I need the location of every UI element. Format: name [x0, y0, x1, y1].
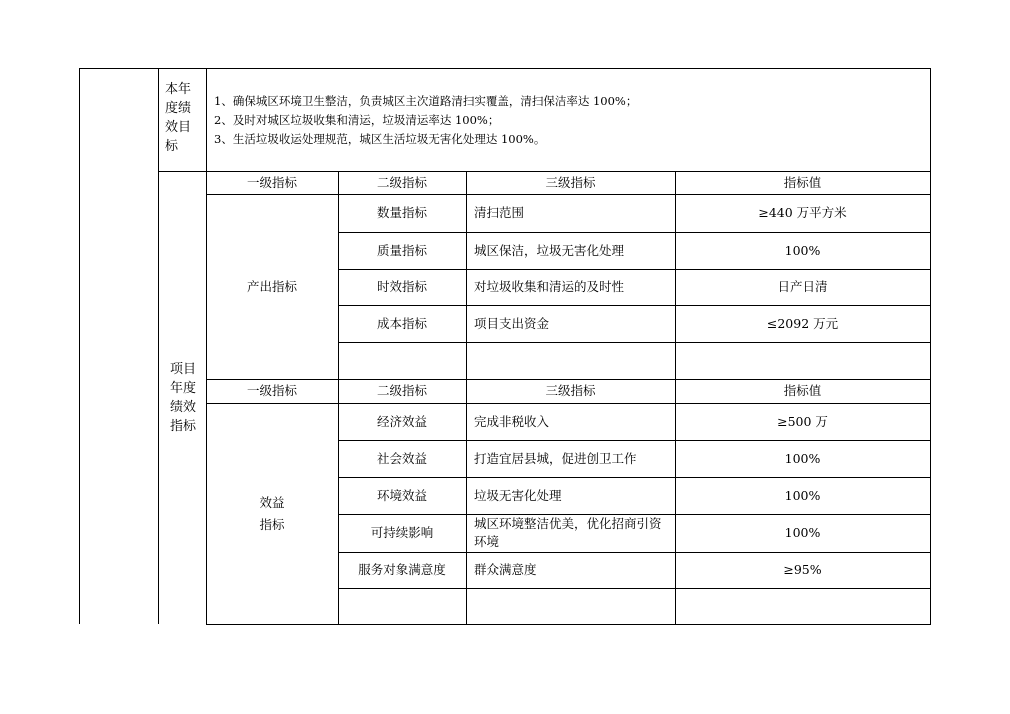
annual-goal-label-line: 度绩 — [165, 101, 192, 116]
header-value: 指标值 — [783, 174, 822, 190]
output-value: ≤2092 万元 — [766, 315, 839, 331]
benefit-value: 100% — [784, 450, 821, 466]
benefit-level2: 环境效益 — [376, 487, 427, 503]
benefit-level3: 垃圾无害化处理 — [474, 487, 562, 503]
benefit-level2: 可持续影响 — [370, 525, 434, 540]
annual-goal-label-line: 标 — [165, 139, 179, 154]
indicators-label-line: 绩效 — [170, 400, 197, 415]
annual-goal-label — [165, 80, 205, 156]
indicators-label-line: 指标 — [170, 419, 197, 434]
benefit-level2-empty — [338, 588, 466, 624]
benefit-level3-line: 环境 — [474, 534, 500, 549]
benefit-value: ≥500 万 — [777, 413, 828, 429]
header-level3: 三级指标 — [545, 174, 596, 190]
header-level1: 一级指标 — [246, 383, 297, 398]
benefit-level1 — [206, 403, 338, 624]
output-level2: 质量指标 — [376, 242, 427, 258]
annual-goal-list — [214, 92, 924, 149]
output-level1: 产出指标 — [246, 278, 297, 294]
goal-item: 1、确保城区环境卫生整洁，负责城区主次道路清扫实覆盖，清扫保洁率达 100%； — [214, 94, 638, 108]
output-level3: 项目支出资金 — [474, 315, 550, 331]
benefit-level2: 服务对象满意度 — [358, 562, 446, 577]
output-level3: 清扫范围 — [474, 205, 525, 220]
benefit-value: 100% — [784, 487, 821, 503]
benefit-level3: 完成非税收入 — [474, 413, 550, 429]
goal-item: 2、及时对城区垃圾收集和清运，垃圾清运率达 100%； — [214, 113, 500, 127]
benefit-level1-line: 指标 — [259, 516, 285, 532]
header-level2: 二级指标 — [376, 174, 427, 190]
output-level3-empty — [466, 342, 675, 379]
output-value-empty — [675, 342, 930, 379]
benefit-value-empty — [675, 588, 930, 624]
benefit-level3-line: 城区环境整洁优美，优化招商引资 — [474, 516, 662, 531]
output-value: ≥440 万平方米 — [758, 205, 847, 220]
output-level2: 时效指标 — [376, 279, 427, 294]
header-value: 指标值 — [783, 383, 822, 398]
output-level2: 数量指标 — [376, 205, 427, 220]
benefit-level3 — [466, 514, 675, 552]
annual-goal-label-line: 本年 — [165, 82, 192, 97]
output-level3: 对垃圾收集和清运的及时性 — [474, 279, 625, 294]
benefit-level3-empty — [466, 588, 675, 624]
benefit-level3: 打造宜居县城，促进创卫工作 — [474, 450, 637, 466]
indicators-label-line: 项目 — [170, 362, 197, 377]
header-level1: 一级指标 — [246, 174, 297, 190]
output-value: 日产日清 — [777, 279, 828, 294]
output-level3: 城区保洁，垃圾无害化处理 — [474, 242, 625, 258]
output-value: 100% — [784, 242, 821, 258]
benefit-value: 100% — [784, 525, 821, 540]
benefit-level2: 社会效益 — [376, 450, 427, 466]
output-level2-empty — [338, 342, 466, 379]
benefit-level2: 经济效益 — [376, 413, 427, 429]
benefit-level3: 群众满意度 — [474, 562, 537, 577]
output-level2: 成本指标 — [376, 315, 427, 331]
benefit-level1-line: 效益 — [259, 494, 285, 510]
indicators-label-line: 年度 — [170, 381, 197, 396]
annual-goal-label-line: 效目 — [165, 120, 192, 135]
indicators-label — [170, 360, 202, 436]
header-level3: 三级指标 — [545, 383, 596, 398]
header-level2: 二级指标 — [376, 383, 427, 398]
goal-item: 3、生活垃圾收运处理规范，城区生活垃圾无害化处理达 100%。 — [214, 132, 546, 146]
benefit-value: ≥95% — [783, 562, 822, 577]
